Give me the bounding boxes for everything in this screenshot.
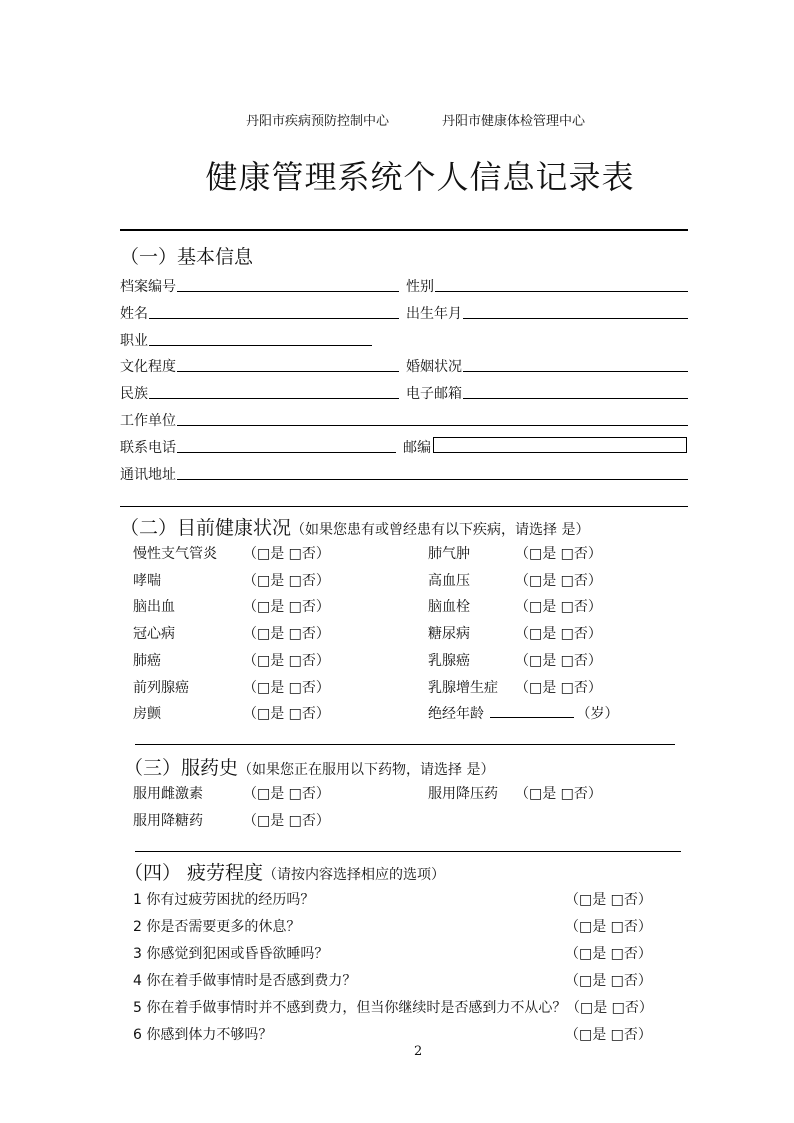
postcode-field[interactable] — [433, 437, 687, 453]
yes-no-checkbox[interactable]: （□是 □否） — [565, 1027, 652, 1043]
yes-no-checkbox[interactable]: （□是 □否） — [243, 679, 330, 696]
condition-label: 慢性支气管炎 — [133, 546, 217, 562]
address-label: 通讯地址 — [120, 467, 176, 483]
email-label: 电子邮箱 — [406, 386, 462, 402]
condition-label: 脑出血 — [133, 599, 175, 616]
marital-field[interactable] — [463, 370, 688, 372]
condition-label: 脑血栓 — [428, 599, 470, 616]
fatigue-question: 5 你在着手做事情时并不感到费力，但当你继续时是否感到力不从心？ — [133, 1000, 567, 1016]
yes-no-checkbox[interactable]: （□是 □否） — [515, 546, 602, 562]
fatigue-question: 3 你感觉到犯困或昏昏欲睡吗？ — [133, 946, 329, 962]
archive-no-label: 档案编号 — [120, 279, 176, 295]
fatigue-question: 4 你在着手做事情时是否感到费力？ — [133, 973, 357, 989]
education-field[interactable] — [177, 370, 399, 372]
workplace-label: 工作单位 — [120, 413, 176, 429]
yes-no-checkbox[interactable]: （□是 □否） — [243, 652, 330, 669]
yes-no-checkbox[interactable]: （□是 □否） — [565, 919, 652, 935]
occupation-label: 职业 — [120, 333, 148, 349]
yes-no-checkbox[interactable]: （□是 □否） — [515, 626, 602, 643]
yes-no-checkbox[interactable]: （□是 □否） — [243, 546, 330, 562]
yes-no-checkbox[interactable]: （□是 □否） — [243, 706, 330, 723]
fatigue-question: 2 你是否需要更多的休息？ — [133, 919, 301, 935]
phone-field[interactable] — [177, 451, 396, 453]
gender-field[interactable] — [435, 290, 688, 292]
medication-label: 服用降糖药 — [133, 813, 203, 829]
condition-label: 乳腺增生症 — [428, 679, 498, 696]
page-title: 健康管理系统个人信息记录表 — [205, 158, 635, 196]
birth-field[interactable] — [463, 317, 688, 319]
section-health-status-title: （二）目前健康状况（如果您患有或曾经患有以下疾病，请选择 是） — [120, 517, 590, 539]
condition-label: 冠心病 — [133, 626, 175, 643]
section-basic-info-title: （一）基本信息 — [120, 246, 254, 268]
medication-label: 服用雌激素 — [133, 786, 203, 802]
address-field-line2[interactable] — [120, 505, 688, 507]
section-medication-title: （三）服药史（如果您正在服用以下药物，请选择 是） — [124, 757, 495, 779]
condition-label: 肺气肿 — [428, 546, 470, 562]
yes-no-checkbox[interactable]: （□是 □否） — [243, 786, 330, 802]
yes-no-checkbox[interactable]: （□是 □否） — [243, 599, 330, 616]
archive-no-field[interactable] — [177, 290, 399, 292]
birth-label: 出生年月 — [406, 306, 462, 322]
section-fatigue-note: （请按内容选择相应的选项） — [263, 867, 446, 883]
yes-no-checkbox[interactable]: （□是 □否） — [243, 572, 330, 589]
org-name-cdc: 丹阳市疾病预防控制中心 — [246, 114, 390, 129]
title-divider — [120, 229, 688, 231]
menopause-age-field[interactable] — [490, 705, 574, 718]
name-field[interactable] — [149, 317, 399, 319]
name-label: 姓名 — [120, 306, 148, 322]
ethnicity-label: 民族 — [120, 386, 148, 402]
fatigue-question: 6 你感到体力不够吗？ — [133, 1027, 273, 1043]
yes-no-checkbox[interactable]: （□是 □否） — [565, 892, 652, 908]
email-field[interactable] — [463, 397, 688, 399]
condition-label: 糖尿病 — [428, 626, 470, 643]
yes-no-checkbox[interactable]: （□是 □否） — [565, 946, 652, 962]
fatigue-question: 1 你有过疲劳困扰的经历吗？ — [133, 892, 315, 908]
section-fatigue-title: （四） 疲劳程度（请按内容选择相应的选项） — [124, 862, 446, 884]
yes-no-checkbox[interactable]: （□是 □否） — [515, 786, 602, 802]
education-label: 文化程度 — [120, 359, 176, 375]
condition-label: 高血压 — [428, 572, 470, 589]
address-field[interactable] — [177, 478, 688, 480]
section-divider — [135, 744, 675, 745]
gender-label: 性别 — [406, 279, 434, 295]
phone-label: 联系电话 — [120, 440, 176, 456]
condition-label: 哮喘 — [133, 572, 161, 589]
yes-no-checkbox[interactable]: （□是 □否） — [243, 626, 330, 643]
page-number: 2 — [414, 1044, 423, 1059]
condition-label: 乳腺癌 — [428, 652, 470, 669]
section-divider — [135, 851, 681, 852]
marital-label: 婚姻状况 — [406, 359, 462, 375]
medication-label: 服用降压药 — [428, 786, 498, 802]
yes-no-checkbox[interactable]: （□是 □否） — [515, 652, 602, 669]
org-name-health-center: 丹阳市健康体检管理中心 — [442, 114, 586, 129]
section-health-status-note: （如果您患有或曾经患有以下疾病，请选择 是） — [291, 522, 590, 538]
occupation-field[interactable] — [149, 344, 372, 346]
postcode-label: 邮编 — [403, 440, 431, 456]
yes-no-checkbox[interactable]: （□是 □否） — [243, 813, 330, 829]
yes-no-checkbox[interactable]: （□是 □否） — [515, 679, 602, 696]
condition-label: 肺癌 — [133, 652, 161, 669]
yes-no-checkbox[interactable]: （□是 □否） — [515, 572, 602, 589]
yes-no-checkbox[interactable]: （□是 □否） — [566, 1000, 653, 1016]
section-medication-note: （如果您正在服用以下药物，请选择 是） — [238, 762, 495, 778]
condition-label: 前列腺癌 — [133, 679, 189, 696]
yes-no-checkbox[interactable]: （□是 □否） — [515, 599, 602, 616]
ethnicity-field[interactable] — [149, 397, 399, 399]
menopause-age-label: 绝经年龄 （岁） — [428, 706, 619, 722]
yes-no-checkbox[interactable]: （□是 □否） — [565, 973, 652, 989]
condition-label: 房颤 — [133, 706, 161, 723]
workplace-field[interactable] — [177, 424, 688, 426]
